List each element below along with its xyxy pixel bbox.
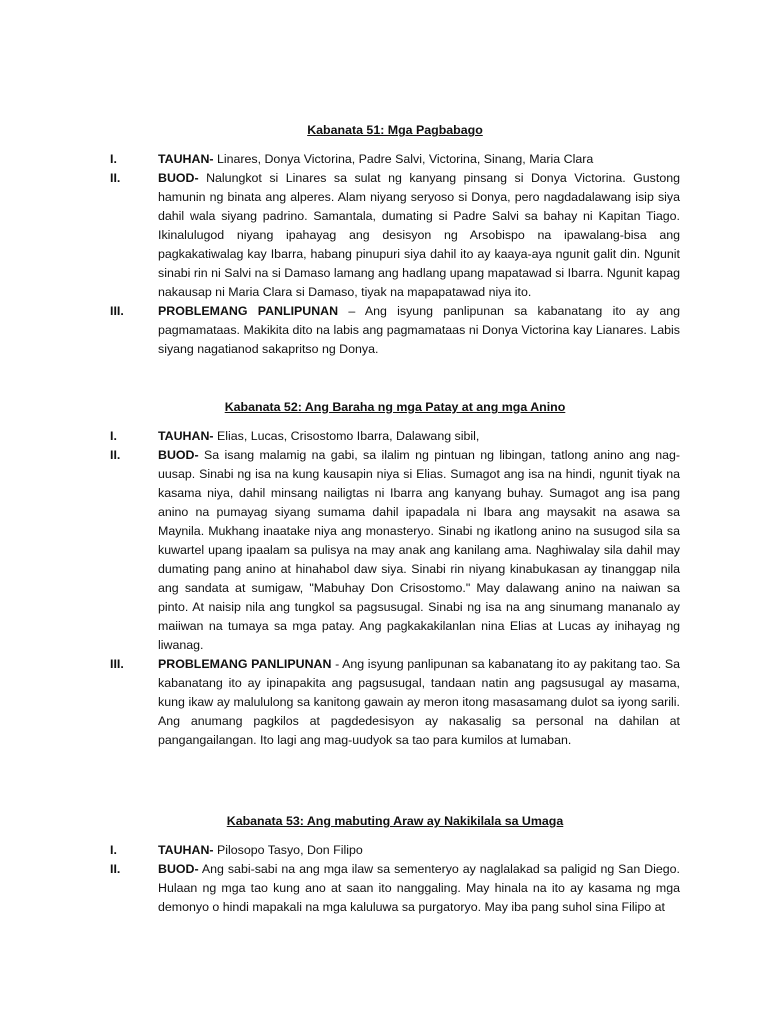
item-text: Ang sabi-sabi na ang mga ilaw sa sementeryo ay naglalakad sa paligid ng San Diego. Hulaan ng mga tao kung ano at saan ito nanggaling. May hinala na ito ay kasama ng mga demonyo o hindi mapakali na mga kaluluwa sa purgatoryo. May iba pang suhol sina Filipo at — [158, 862, 680, 914]
item-label: BUOD- — [158, 862, 199, 876]
item-text: Elias, Lucas, Crisostomo Ibarra, Dalawang sibil, — [213, 429, 480, 443]
item-body — [158, 150, 680, 169]
item-body — [158, 446, 680, 655]
list-item-tauhan — [110, 150, 680, 169]
item-text: Linares, Donya Victorina, Padre Salvi, Victorina, Sinang, Maria Clara — [213, 152, 594, 166]
chapter-51 — [110, 121, 680, 359]
item-label: TAUHAN- — [158, 152, 214, 166]
item-numeral: I. — [110, 843, 117, 857]
list-item-tauhan — [110, 427, 680, 446]
item-text: - Ang isyung panlipunan sa kabanatang ito ay pakitang tao. Sa kabanatang ito ay ipinapakita ang pagsusugal, tandaan natin ang pagsusugal ay masama, kung ikaw ay malululong sa kanitong gawain ay meron itong masasamang dulot sa iyong sarili. Ang anumang pagkilos at pagdedesisyon ay nakasalig sa personal na dahilan at pangangailangan. Ito lagi ang mag-uudyok sa tao para kumilos at lumaban. — [158, 657, 680, 747]
item-label: BUOD- — [158, 448, 199, 462]
item-text: Nalungkot si Linares sa sulat ng kanyang pinsang si Donya Victorina. Gustong hamunin ng binata ang alperes. Alam niyang seryoso si Donya, pero nagdadalawang isip siya dahil wala siyang padrino. Samantala, dumating si Padre Salvi sa bahay ni Kapitan Tiago. Ikinalulugod niyang ipahayag ang desisyon ng Arsobispo na ipawalang-bisa ang pagkakatiwalag kay Ibarra, habang pinupuri siya dahil ito ay kaaya-aya ngunit galit din. Ngunit sinabi rin ni Salvi na si Damaso lamang ang hadlang upang mapatawad si Ibarra. Ngunit kapag nakausap ni Maria Clara si Damaso, tiyak na mapapatawad niya ito. — [158, 171, 680, 299]
chapter-title: Kabanata 52: Ang Baraha ng mga Patay at ang mga Anino — [224, 400, 566, 414]
item-label: PROBLEMANG PANLIPUNAN — [158, 304, 339, 318]
list-item-buod — [110, 169, 680, 302]
item-body — [158, 860, 680, 917]
item-text: Pilosopo Tasyo, Don Filipo — [213, 843, 363, 857]
item-label: PROBLEMANG PANLIPUNAN — [158, 657, 332, 671]
item-label: TAUHAN- — [158, 429, 214, 443]
list-item-buod — [110, 860, 680, 917]
item-numeral: II. — [110, 171, 121, 185]
item-numeral: I. — [110, 152, 117, 166]
item-numeral: III. — [110, 657, 124, 671]
item-numeral: II. — [110, 448, 121, 462]
item-numeral: II. — [110, 862, 121, 876]
item-numeral: I. — [110, 429, 117, 443]
item-text: – Ang isyung panlipunan sa kabanatang ito ay ang pagmamataas. Makikita dito na labis ang pagmamataas ni Donya Victorina kay Lianares. Labis siyang nagatianod sakapritso ng Donya. — [158, 304, 680, 356]
item-body — [158, 169, 680, 302]
chapter-title: Kabanata 51: Mga Pagbabago — [307, 123, 483, 137]
chapter-52 — [110, 398, 680, 750]
item-body — [158, 302, 680, 359]
item-label: TAUHAN- — [158, 843, 214, 857]
item-body — [158, 841, 680, 860]
item-label: BUOD- — [158, 171, 199, 185]
chapter-53 — [110, 812, 680, 917]
item-numeral: III. — [110, 304, 124, 318]
list-item-tauhan — [110, 841, 680, 860]
list-item-problema — [110, 302, 680, 359]
item-text: Sa isang malamig na gabi, sa ilalim ng pintuan ng libingan, tatlong anino ang nag-uusap. Sinabi ng isa na kung kausapin niya si Elias. Sumagot ang isa na hindi, ngunit tiyak na kasama niya, dahil minsang nailigtas ni Ibarra ang kanyang buhay. Sumagot ang isa pang anino na pumayag siyang sumama dahil ipapadala ni Ibara ang maysakit na asawa sa Maynila. Mukhang inaatake niya ang monasteryo. Sinabi ng ikatlong anino na susugod sila sa kuwartel upang ipaalam sa pulisya na may anak ang kanilang ama. Naghiwalay sila dahil may dumating pang anino at hinahabol daw siya. Sinabi rin niyang kinabukasan ay tinanggap nila ang sandata at sumigaw, "Mabuhay Don Crisostomo." May dalawang anino na naiwan sa pinto. At naisip nila ang tungkol sa pagsusugal. Sinabi ng isa na ang sinumang mananalo ay maiiwan na tumaya sa mga patay. Ang pagkakakilanlan nina Elias at Lucas ay inihayag ng liwanag. — [158, 448, 680, 652]
item-body — [158, 655, 680, 750]
list-item-problema — [110, 655, 680, 750]
item-body — [158, 427, 680, 446]
chapter-title: Kabanata 53: Ang mabuting Araw ay Nakikilala sa Umaga — [226, 814, 564, 828]
list-item-buod — [110, 446, 680, 655]
